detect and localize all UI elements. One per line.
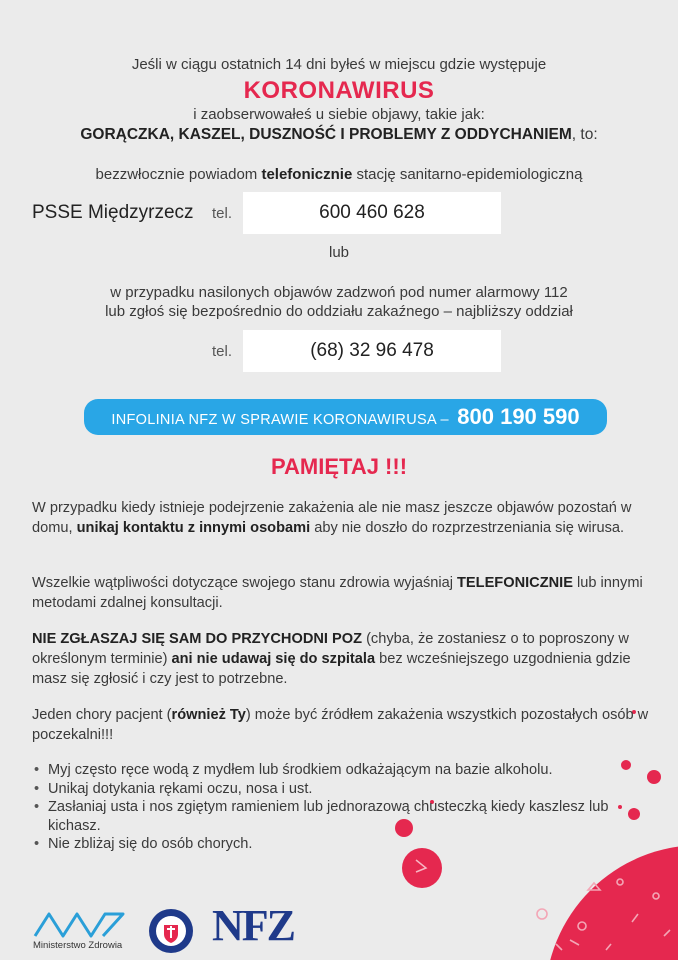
list-item: • Unikaj dotykania rękami oczu, nosa i ust. [32, 780, 632, 799]
ministry-logo-icon [33, 908, 127, 938]
list-item: • Myj często ręce wodą z mydłem lub środkiem odkażającym na bazie alkoholu. [32, 761, 632, 780]
paragraph-stay-home [32, 498, 652, 538]
list-item: • Zasłaniaj usta i nos zgiętym ramieniem lub jednorazową chusteczką kiedy kaszlesz lub kichasz. [32, 798, 632, 835]
list-item: • Nie zbliżaj się do osób chorych. [32, 835, 632, 854]
virus-body [545, 845, 678, 960]
nfz-logo: NFZ [212, 901, 294, 950]
phone-box-1: 600 460 628 [243, 192, 501, 234]
p1-text: W przypadku kiedy istnieje podejrzenie zakażenia ale nie masz jeszcze objawów pozostań w domu, [32, 500, 632, 536]
symptoms-line [0, 126, 678, 144]
p4-text-end: ) może być źródłem zakażenia wszystkich pozostałych osób w poczekalni!!! [32, 707, 649, 743]
p3-bold-2: ani nie udawaj się do szpitala [171, 651, 376, 667]
p1-bold: unikaj kontaktu z innymi osobami [76, 520, 311, 536]
ministry-label: Ministerstwo Zdrowia [33, 940, 123, 951]
p2-text: Wszelkie wątpliwości dotyczące swojego stanu zdrowia wyjaśniaj [32, 575, 458, 591]
virus-dot [647, 770, 661, 784]
virus-cell [402, 848, 442, 888]
tel-label-1: tel. [212, 205, 233, 222]
notify-line [0, 166, 678, 183]
symptoms-list: GORĄCZKA, KASZEL, DUSZNOŚĆ I PROBLEMY Z ODDYCHANIEM [80, 126, 572, 143]
notify-pre: bezzwłocznie powiadom [95, 166, 262, 183]
p4-text: Jeden chory pacjent ( [32, 707, 172, 723]
or-text: lub [328, 244, 350, 261]
hotline-number: 800 190 590 [457, 404, 580, 429]
intro-line-2: i zaobserwowałeś u siebie objawy, takie jak: [193, 106, 485, 123]
intro-line-1: Jeśli w ciągu ostatnich 14 dni byłeś w miejscu gdzie występuje [131, 56, 547, 73]
symptoms-tail: , to: [571, 126, 598, 143]
p1-text-end: aby nie doszło do rozprzestrzeniania się wirusa. [310, 520, 625, 536]
p3-bold: NIE ZGŁASZAJ SIĘ SAM DO PRZYCHODNI POZ [32, 631, 363, 647]
hotline-banner [84, 399, 607, 435]
severe-line-1: w przypadku nasilonych objawów zadzwoń pod numer alarmowy 112 [110, 284, 568, 301]
koronawirus-heading: KORONAWIRUS [243, 77, 435, 104]
notify-bold: telefonicznie [261, 166, 353, 183]
remember-heading: PAMIĘTAJ !!! [270, 454, 408, 479]
p3-text-end: bez wcześniejszego uzgodnienia gdzie masz się zgłosić i czy jest to potrzebne. [32, 651, 631, 687]
psse-name: PSSE Międzyrzecz [32, 202, 194, 223]
paragraph-phone [32, 573, 652, 613]
hotline-label: INFOLINIA NFZ W SPRAWIE KORONAWIRUSA – [111, 412, 449, 428]
paragraph-patient [32, 705, 652, 745]
notify-post: stację sanitarno-epidemiologiczną [352, 166, 583, 183]
paragraph-clinic [32, 629, 652, 689]
tel-label-2: tel. [212, 343, 233, 360]
phone-box-2: (68) 32 96 478 [243, 330, 501, 372]
sanepid-seal-icon [148, 908, 194, 954]
tips-list [32, 761, 632, 854]
p2-bold: TELEFONICZNIE [457, 575, 573, 591]
p4-bold: również Ty [171, 707, 246, 723]
severe-line-2: lub zgłoś się bezpośrednio do oddziału zakaźnego – najbliższy oddział [105, 303, 573, 320]
p3-text: (chyba, że zostaniesz o to poproszony w określonym terminie) [32, 631, 629, 667]
p2-text-end: lub innymi metodami zdalnej konsultacji. [32, 575, 643, 611]
